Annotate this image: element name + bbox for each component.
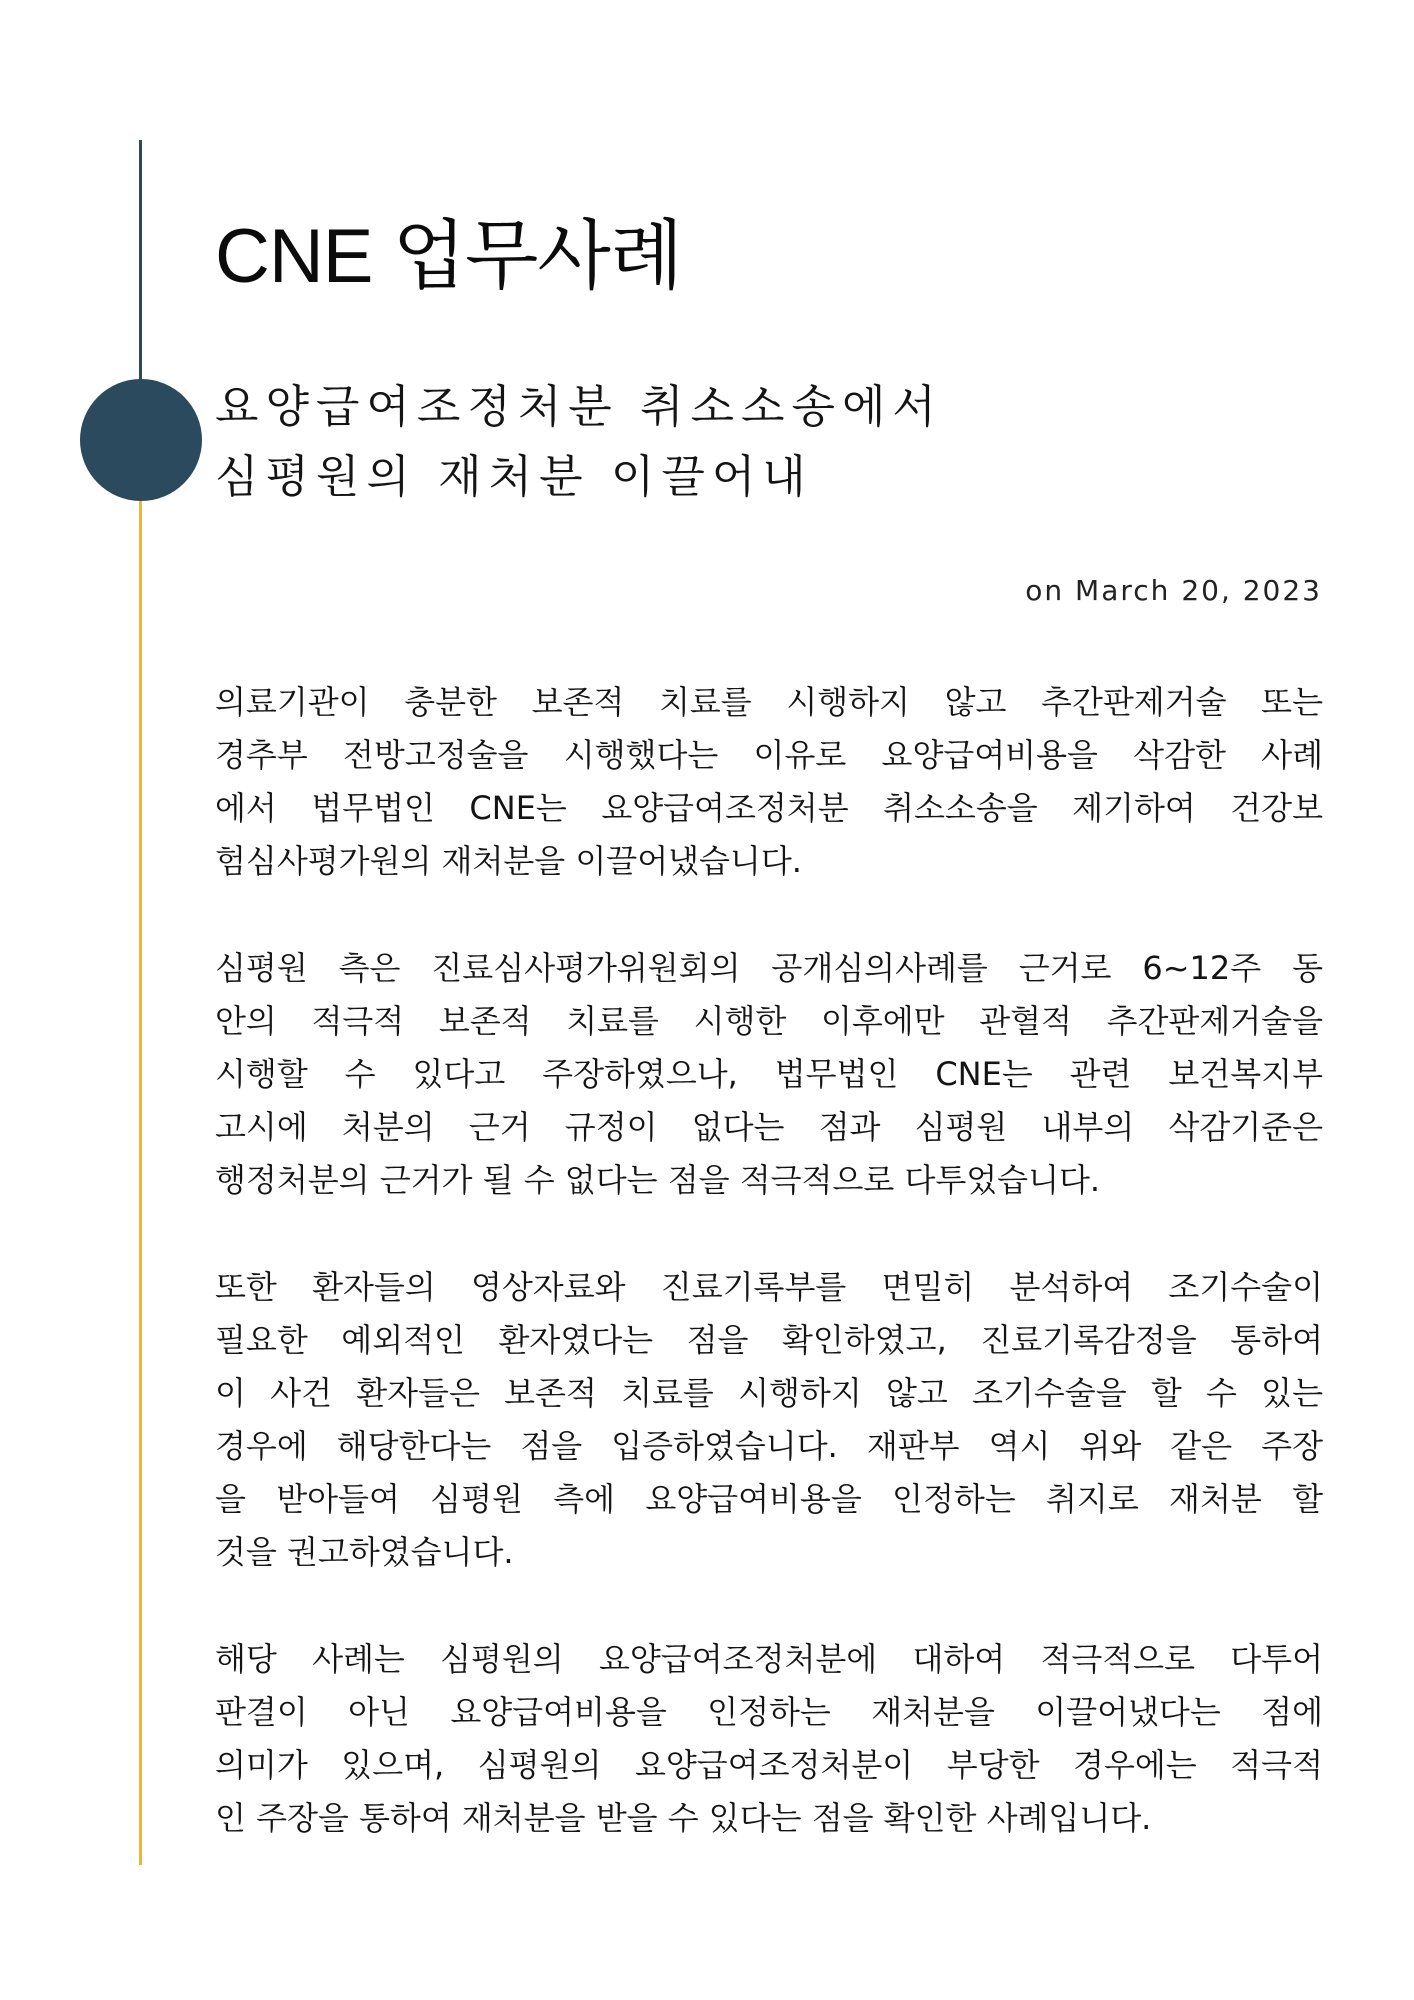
- article-body: [215, 676, 1323, 1899]
- text-line: 판결이 아닌 요양급여비용을 인정하는 재처분을 이끌어냈다는 점에: [215, 1693, 1323, 1731]
- subtitle-line: 심평원의 재처분 이끌어내: [215, 450, 813, 503]
- text-line: 해당 사례는 심평원의 요양급여조정처분에 대하여 적극적으로 다투어: [215, 1640, 1323, 1678]
- paragraph: [215, 942, 1323, 1207]
- paragraph: [215, 1261, 1323, 1579]
- text-line: 경우에 해당한다는 점을 입증하였습니다. 재판부 역시 위와 같은 주장: [215, 1427, 1323, 1465]
- text-line: 을 받아들여 심평원 측에 요양급여비용을 인정하는 취지로 재처분 할: [215, 1480, 1323, 1518]
- text-line: 필요한 예외적인 환자였다는 점을 확인하였고, 진료기록감정을 통하여: [215, 1321, 1323, 1359]
- paragraph: [215, 1633, 1323, 1845]
- text-line: 안의 적극적 보존적 치료를 시행한 이후에만 관혈적 추간판제거술을: [215, 1002, 1323, 1040]
- timeline-line-bottom: [139, 440, 142, 1865]
- text-line: 경추부 전방고정술을 시행했다는 이유로 요양급여비용을 삭감한 사례: [215, 736, 1323, 774]
- text-line: 또한 환자들의 영상자료와 진료기록부를 면밀히 분석하여 조기수술이: [215, 1268, 1323, 1306]
- text-line: 시행할 수 있다고 주장하였으나, 법무법인 CNE는 관련 보건복지부: [215, 1055, 1323, 1093]
- subtitle-line: 요양급여조정처분 취소소송에서: [215, 380, 943, 433]
- paragraph: [215, 676, 1323, 888]
- text-line: 의료기관이 충분한 보존적 치료를 시행하지 않고 추간판제거술 또는: [215, 683, 1323, 721]
- text-line: 에서 법무법인 CNE는 요양급여조정처분 취소소송을 제기하여 건강보: [215, 789, 1323, 827]
- timeline-circle-marker: [80, 379, 202, 501]
- text-line: 고시에 처분의 근거 규정이 없다는 점과 심평원 내부의 삭감기준은: [215, 1108, 1323, 1146]
- text-line: 행정처분의 근거가 될 수 없다는 점을 적극적으로 다투었습니다.: [215, 1161, 1101, 1199]
- text-line: 이 사건 환자들은 보존적 치료를 시행하지 않고 조기수술을 할 수 있는: [215, 1374, 1323, 1412]
- text-line: 것을 권고하였습니다.: [215, 1533, 514, 1571]
- article-subtitle: [215, 372, 1325, 512]
- publish-date: on March 20, 2023: [1025, 574, 1322, 607]
- text-line: 험심사평가원의 재처분을 이끌어냈습니다.: [215, 842, 802, 880]
- page-title: CNE 업무사례: [215, 214, 683, 299]
- text-line: 인 주장을 통하여 재처분을 받을 수 있다는 점을 확인한 사례입니다.: [215, 1799, 1152, 1837]
- text-line: 심평원 측은 진료심사평가위원회의 공개심의사례를 근거로 6~12주 동: [215, 949, 1323, 987]
- text-line: 의미가 있으며, 심평원의 요양급여조정처분이 부당한 경우에는 적극적: [215, 1746, 1323, 1784]
